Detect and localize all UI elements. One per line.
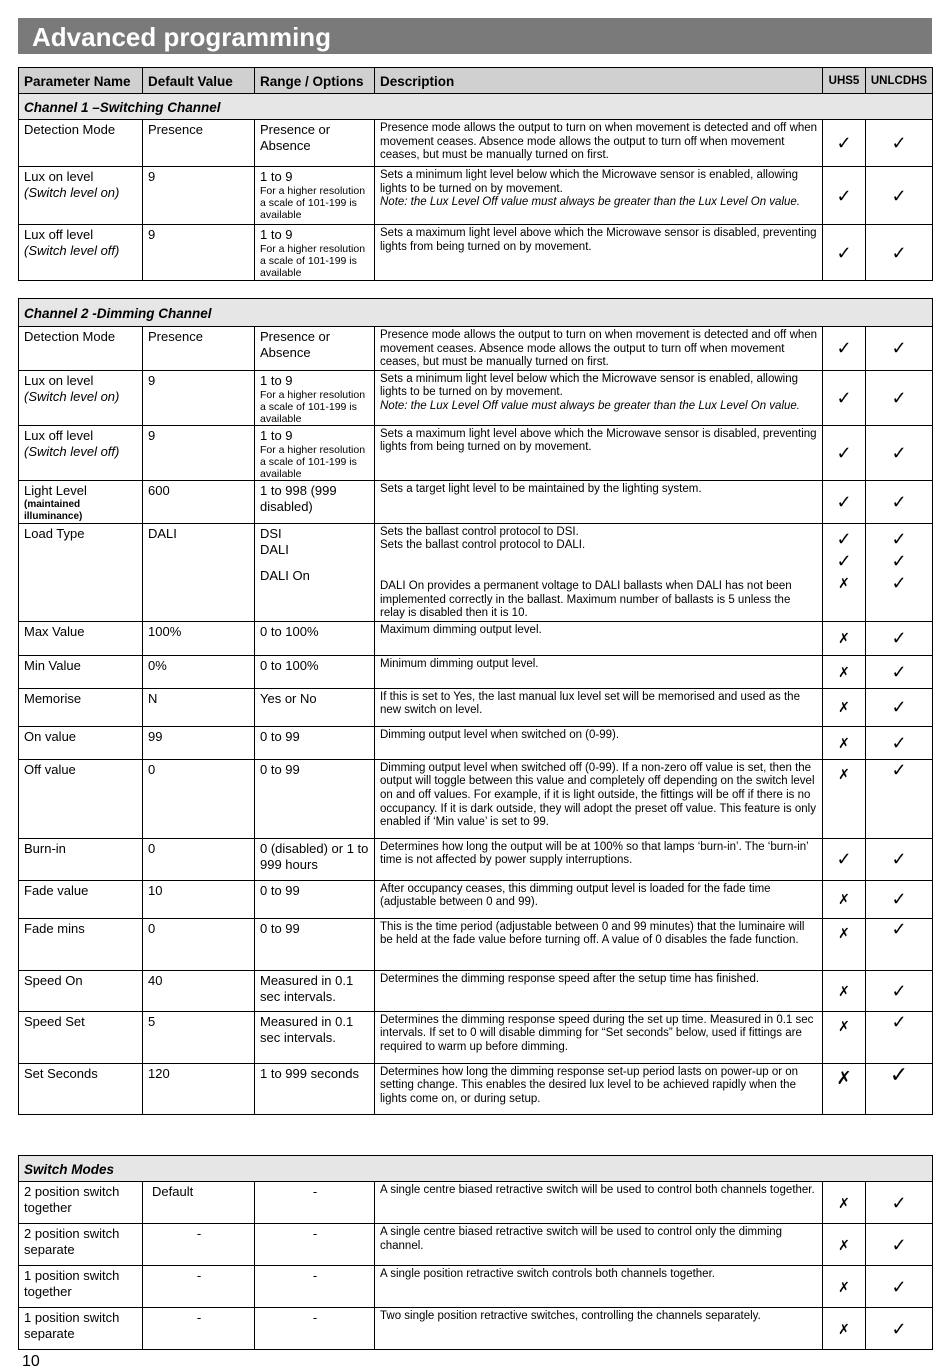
cross-icon: ✗ [823, 1182, 866, 1224]
description: Determines how long the dimming response set-up period lasts on power-up or on setting change. This enables the desired lux level to be achieved rapidly when the lights come on, or during setup. [375, 1063, 823, 1114]
default-value: - [143, 1266, 255, 1308]
default-value: Presence [143, 120, 255, 167]
range-value: - [255, 1182, 375, 1224]
default-value: Presence [143, 327, 255, 371]
range-value: 0 (disabled) or 1 to 999 hours [255, 838, 375, 880]
default-value: 0 [143, 759, 255, 838]
check-icon: ✓ [823, 480, 866, 523]
description: Dimming output level when switched off (0-99). If a non-zero off value is set, then the output will toggle between this value and completely off depending on the switch level on and off values. For example, if it is light outside, the fittings will be off if there is no occupancy. If it is dark outside, they will adopt the preset off value. This feature is only enabled if ‘Min value’ is set to 99. [375, 759, 823, 838]
default-value: 9 [143, 225, 255, 281]
check-icon: ✓ [823, 838, 866, 880]
description: Minimum dimming output level. [375, 655, 823, 688]
param-name: Lux on level (Switch level on) [19, 167, 143, 225]
cross-icon: ✗ [823, 655, 866, 688]
check-icon: ✓ [866, 225, 933, 281]
default-value: - [143, 1308, 255, 1350]
table-row [19, 120, 933, 167]
param-name: Lux on level (Switch level on) [19, 370, 143, 425]
check-icon: ✓ [823, 120, 866, 167]
channel-1-table [18, 67, 933, 281]
table-row [19, 621, 933, 655]
check-icon: ✓ [823, 327, 866, 371]
cross-icon: ✗ [823, 970, 866, 1011]
cross-icon: ✗ [823, 688, 866, 726]
param-name: Fade mins [19, 918, 143, 970]
default-value: 0% [143, 655, 255, 688]
default-value: 9 [143, 425, 255, 480]
range-value: 1 to 998 (999 disabled) [255, 480, 375, 523]
page-number: 10 [22, 1353, 40, 1370]
load-type-marks-uhs5 [823, 523, 866, 621]
header-description: Description [375, 68, 823, 94]
table-row [19, 726, 933, 759]
check-icon: ✓ [866, 1063, 933, 1114]
description: Sets a maximum light level above which the Microwave sensor is disabled, preventing lights from being turned on by movement. [375, 425, 823, 480]
default-value: 99 [143, 726, 255, 759]
param-name: Memorise [19, 688, 143, 726]
description: A single centre biased retractive switch will be used to control both channels together. [375, 1182, 823, 1224]
range-value: 1 to 9 For a higher resolution a scale of 101-199 is available [255, 370, 375, 425]
header-range: Range / Options [255, 68, 375, 94]
table-row [19, 1308, 933, 1350]
range-value: 0 to 100% [255, 621, 375, 655]
param-name: 2 position switch separate [19, 1224, 143, 1266]
check-icon: ✓ [866, 1224, 933, 1266]
description: Determines the dimming response speed during the set up time. Measured in 0.1 sec intervals. If set to 0 will disable dimming for “Set seconds” below, used if fittings are required to warm up before dimming. [375, 1011, 823, 1063]
range-value: Presence or Absence [255, 327, 375, 371]
range-value: 0 to 100% [255, 655, 375, 688]
param-name: Max Value [19, 621, 143, 655]
table-row [19, 167, 933, 225]
param-name: Set Seconds [19, 1063, 143, 1114]
check-icon: ✓ [866, 759, 933, 838]
table-row [19, 1011, 933, 1063]
cross-icon: ✗ [838, 574, 850, 591]
description: Presence mode allows the output to turn on when movement is detected and off when movement ceases. Absence mode allows the output to turn off when movement ceases, but must be manually turned on first. [375, 120, 823, 167]
cross-icon: ✗ [823, 726, 866, 759]
table-row [19, 480, 933, 523]
cross-icon: ✗ [823, 1266, 866, 1308]
range-value: Measured in 0.1 sec intervals. [255, 970, 375, 1011]
range-value: 1 to 9 For a higher resolution a scale of 101-199 is available [255, 167, 375, 225]
param-name: Min Value [19, 655, 143, 688]
check-icon: ✓ [866, 880, 933, 918]
check-icon: ✓ [866, 688, 933, 726]
range-value: 1 to 999 seconds [255, 1063, 375, 1114]
table-row [19, 688, 933, 726]
default-value: 0 [143, 918, 255, 970]
check-icon: ✓ [836, 550, 852, 571]
check-icon: ✓ [866, 726, 933, 759]
default-value: - [143, 1224, 255, 1266]
table-row [19, 970, 933, 1011]
check-icon: ✓ [891, 572, 907, 593]
cross-icon: ✗ [823, 880, 866, 918]
check-icon: ✓ [866, 480, 933, 523]
table-row [19, 370, 933, 425]
range-value: Yes or No [255, 688, 375, 726]
param-name: 1 position switch separate [19, 1308, 143, 1350]
default-value: 5 [143, 1011, 255, 1063]
check-icon: ✓ [866, 655, 933, 688]
check-icon: ✓ [866, 621, 933, 655]
table-row [19, 327, 933, 371]
cross-icon: ✗ [823, 1063, 866, 1114]
description: If this is set to Yes, the last manual lux level set will be memorised and used as the new switch on level. [375, 688, 823, 726]
check-icon: ✓ [866, 970, 933, 1011]
check-icon: ✓ [866, 120, 933, 167]
switch-modes-table [18, 1155, 933, 1350]
range-value: 0 to 99 [255, 759, 375, 838]
param-name: Light Level (maintained illuminance) [19, 480, 143, 523]
header-uhs5: UHS5 [823, 68, 866, 94]
check-icon: ✓ [866, 838, 933, 880]
description: A single position retractive switch controls both channels together. [375, 1266, 823, 1308]
default-value: DALI [143, 523, 255, 621]
header-unlcdhs: UNLCDHS [866, 68, 933, 94]
table-row [19, 1063, 933, 1114]
check-icon: ✓ [866, 1308, 933, 1350]
description: Sets a target light level to be maintained by the lighting system. [375, 480, 823, 523]
check-icon: ✓ [866, 1182, 933, 1224]
check-icon: ✓ [823, 425, 866, 480]
range-value: - [255, 1266, 375, 1308]
cross-icon: ✗ [823, 1308, 866, 1350]
table-row [19, 523, 933, 621]
cross-icon: ✗ [823, 1224, 866, 1266]
default-value: 9 [143, 167, 255, 225]
param-name: Fade value [19, 880, 143, 918]
range-value: - [255, 1224, 375, 1266]
table-row [19, 838, 933, 880]
default-value: 9 [143, 370, 255, 425]
check-icon: ✓ [836, 528, 852, 549]
range-value: 0 to 99 [255, 726, 375, 759]
default-value: 120 [143, 1063, 255, 1114]
description: Sets a maximum light level above which the Microwave sensor is disabled, preventing lights from being turned on by movement. [375, 225, 823, 281]
range-value: - [255, 1308, 375, 1350]
range-value: 0 to 99 [255, 880, 375, 918]
param-name: 1 position switch together [19, 1266, 143, 1308]
table-row [19, 425, 933, 480]
default-value: 10 [143, 880, 255, 918]
default-value: 100% [143, 621, 255, 655]
range-value: 1 to 9 For a higher resolution a scale of 101-199 is available [255, 225, 375, 281]
header-default: Default Value [143, 68, 255, 94]
description: A single centre biased retractive switch will be used to control only the dimming channel. [375, 1224, 823, 1266]
check-icon: ✓ [891, 550, 907, 571]
header-param: Parameter Name [19, 68, 143, 94]
section-title-channel-1: Channel 1 –Switching Channel [19, 94, 933, 120]
check-icon: ✓ [866, 1011, 933, 1063]
default-value: 600 [143, 480, 255, 523]
param-name: 2 position switch together [19, 1182, 143, 1224]
table-row [19, 655, 933, 688]
param-name: Detection Mode [19, 120, 143, 167]
param-name: Lux off level (Switch level off) [19, 425, 143, 480]
description: Maximum dimming output level. [375, 621, 823, 655]
check-icon: ✓ [866, 167, 933, 225]
cross-icon: ✗ [823, 621, 866, 655]
description: Determines the dimming response speed after the setup time has finished. [375, 970, 823, 1011]
range-value: 1 to 9 For a higher resolution a scale of 101-199 is available [255, 425, 375, 480]
description: Presence mode allows the output to turn on when movement is detected and off when movement ceases. Absence mode allows the output to turn off when movement ceases, but must be manually turned on first. [375, 327, 823, 371]
description: This is the time period (adjustable between 0 and 99 minutes) that the luminaire will be held at the fade value before turning off. A value of 0 disables the fade function. [375, 918, 823, 970]
range-value: Measured in 0.1 sec intervals. [255, 1011, 375, 1063]
description: After occupancy ceases, this dimming output level is loaded for the fade time (adjustable between 0 and 99). [375, 880, 823, 918]
param-name: Off value [19, 759, 143, 838]
section-title-switch-modes: Switch Modes [19, 1156, 933, 1182]
default-value: 40 [143, 970, 255, 1011]
check-icon: ✓ [823, 370, 866, 425]
default-value: 0 [143, 838, 255, 880]
check-icon: ✓ [891, 528, 907, 549]
table-row [19, 1266, 933, 1308]
param-name: Load Type [19, 523, 143, 621]
param-name: Speed Set [19, 1011, 143, 1063]
page-title: Advanced programming [18, 18, 932, 54]
default-value: N [143, 688, 255, 726]
description: Two single position retractive switches, controlling the channels separately. [375, 1308, 823, 1350]
check-icon: ✓ [866, 425, 933, 480]
table-row [19, 880, 933, 918]
check-icon: ✓ [866, 370, 933, 425]
param-name: Speed On [19, 970, 143, 1011]
table-row [19, 759, 933, 838]
check-icon: ✓ [866, 1266, 933, 1308]
section-title-channel-2: Channel 2 -Dimming Channel [19, 299, 933, 327]
check-icon: ✓ [823, 225, 866, 281]
description: Determines how long the output will be at 100% so that lamps ‘burn-in’. The ‘burn-in’ time is not affected by power supply interruptions. [375, 838, 823, 880]
cross-icon: ✗ [823, 759, 866, 838]
cross-icon: ✗ [823, 918, 866, 970]
range-value: 0 to 99 [255, 918, 375, 970]
table-row [19, 1224, 933, 1266]
cross-icon: ✗ [823, 1011, 866, 1063]
param-name: Burn-in [19, 838, 143, 880]
description: Dimming output level when switched on (0-99). [375, 726, 823, 759]
check-icon: ✓ [823, 167, 866, 225]
description: Sets a minimum light level below which the Microwave sensor is enabled, allowing lights to be turned on by movement. Note: the Lux Level Off value must always be greater than the Lux Level On value. [375, 370, 823, 425]
table-row [19, 918, 933, 970]
load-type-marks-unlcdhs [866, 523, 933, 621]
default-value: Default [143, 1182, 255, 1224]
check-icon: ✓ [866, 327, 933, 371]
range-value: DSI DALI DALI On [255, 523, 375, 621]
param-name: On value [19, 726, 143, 759]
table-header-row [19, 68, 933, 94]
param-name: Detection Mode [19, 327, 143, 371]
param-name: Lux off level (Switch level off) [19, 225, 143, 281]
description: Sets the ballast control protocol to DSI. Sets the ballast control protocol to DALI. DALI On provides a permanent voltage to DALI ballasts when DALI has not been implemented correctly in the ballast. Maximum number of ballasts is 5 unless the relay is disabled then it is 10. [375, 523, 823, 621]
description: Sets a minimum light level below which the Microwave sensor is enabled, allowing lights to be turned on by movement. Note: the Lux Level Off value must always be greater than the Lux Level On value. [375, 167, 823, 225]
table-row [19, 1182, 933, 1224]
range-value: Presence or Absence [255, 120, 375, 167]
channel-2-table [18, 298, 933, 1115]
check-icon: ✓ [866, 918, 933, 970]
table-row [19, 225, 933, 281]
